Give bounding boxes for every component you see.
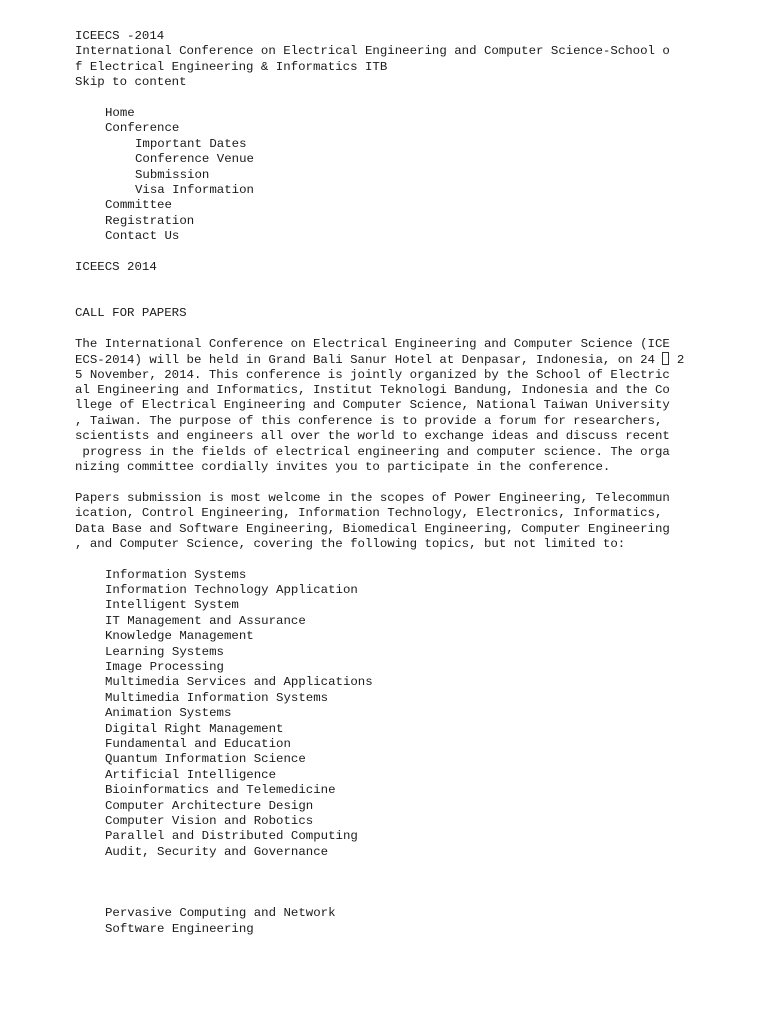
topic-item: Multimedia Services and Applications [105,675,373,690]
topic-item: Pervasive Computing and Network [105,906,336,921]
site-tagline-line-1: International Conference on Electrical Engineering and Computer Science-School o [75,44,670,59]
intro-line-with-glyph [75,352,755,367]
topic-item: Artificial Intelligence [105,767,277,782]
topic-list-continued [75,906,755,937]
nav-subitem-submission[interactable]: Submission [135,167,210,182]
topic-list [75,568,755,860]
nav-subitem-important-dates[interactable]: Important Dates [135,136,247,151]
site-tagline-line-2: f Electrical Engineering & Informatics ITB [75,59,388,74]
nav-subitem-visa-information[interactable]: Visa Information [135,182,254,197]
intro-line: 5 November, 2014. This conference is jointly organized by the School of Electric [75,367,670,382]
topic-item: Information Systems [105,567,247,582]
document-page [75,29,755,937]
topic-item: Quantum Information Science [105,752,306,767]
scope-line: Data Base and Software Engineering, Biomedical Engineering, Computer Engineering [75,521,670,536]
nav-item-conference[interactable]: Conference [105,121,180,136]
intro-paragraph [75,337,755,476]
intro-line: llege of Electrical Engineering and Computer Science, National Taiwan University [75,398,670,413]
topic-item: Learning Systems [105,644,224,659]
intro-line-suffix: 2 [669,353,685,368]
site-title[interactable]: ICEECS -2014 [75,29,165,43]
topic-item: Bioinformatics and Telemedicine [105,783,336,798]
topic-item: Multimedia Information Systems [105,690,329,705]
topic-item: Fundamental and Education [105,736,291,751]
nav-item-home[interactable]: Home [105,105,135,120]
section-heading-call-for-papers: CALL FOR PAPERS [75,306,187,321]
topic-item: Computer Vision and Robotics [105,813,314,828]
skip-to-content-link[interactable]: Skip to content [75,75,187,90]
topic-item: Knowledge Management [105,629,254,644]
main-navigation [75,106,755,245]
intro-line: , Taiwan. The purpose of this conference is to provide a forum for researchers, [75,413,663,428]
intro-line: scientists and engineers all over the world to exchange ideas and discuss recent [75,429,670,444]
topic-item: Software Engineering [105,921,254,936]
topic-item: Computer Architecture Design [105,798,314,813]
topic-item: Information Technology Application [105,583,358,598]
topic-item: IT Management and Assurance [105,613,306,628]
scope-paragraph [75,491,755,553]
intro-line: ECS-2014) will be held in Grand Bali Sanur Hotel at Denpasar, Indonesia, on 24 [75,353,663,368]
intro-line: The International Conference on Electrical Engineering and Computer Science (ICE [75,336,670,351]
nav-item-contact-us[interactable]: Contact Us [105,229,180,244]
topic-item: Animation Systems [105,706,232,721]
scope-line: ication, Control Engineering, Information Technology, Electronics, Informatics, [75,506,663,521]
topic-item: Image Processing [105,660,224,675]
intro-line: progress in the fields of electrical engineering and computer science. The orga [75,444,670,459]
nav-item-committee[interactable]: Committee [105,198,172,213]
nav-subitem-conference-venue[interactable]: Conference Venue [135,152,254,167]
topic-item: Audit, Security and Governance [105,844,329,859]
topic-item: Parallel and Distributed Computing [105,829,358,844]
intro-line: al Engineering and Informatics, Institut Teknologi Bandung, Indonesia and the Co [75,383,670,397]
intro-line: nizing committee cordially invites you to participate in the conference. [75,459,611,474]
topic-item: Digital Right Management [105,721,284,736]
topic-item: Intelligent System [105,598,239,613]
page-heading: ICEECS 2014 [75,259,157,274]
scope-line: , and Computer Science, covering the following topics, but not limited to: [75,536,626,551]
scope-line: Papers submission is most welcome in the scopes of Power Engineering, Telecommun [75,490,670,505]
nav-item-registration[interactable]: Registration [105,213,195,228]
